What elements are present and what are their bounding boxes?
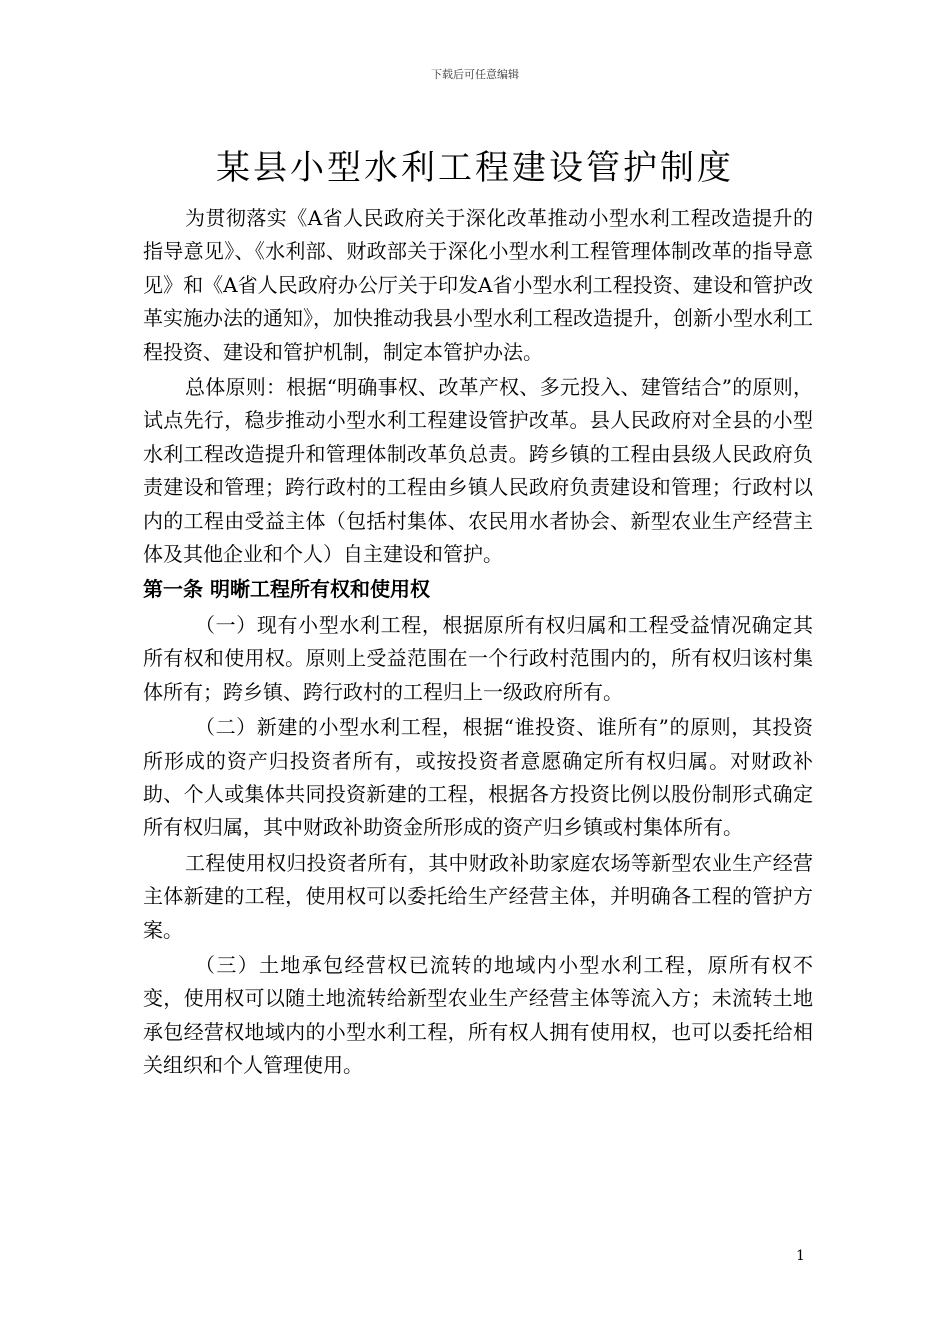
article-1-heading: 第一条 明晰工程所有权和使用权	[143, 577, 430, 602]
article-1-usage-right-paragraph: 工程使用权归投资者所有，其中财政补助家庭农场等新型农业生产经营主体新建的工程，使用权可以委托给生产经营主体，并明确各工程的管护方案。	[143, 850, 813, 942]
article-1-clause-3: （三）土地承包经营权已流转的地域内小型水利工程，原所有权不变，使用权可以随土地流转给新型农业生产经营主体等流入方；未流转土地承包经营权地域内的小型水利工程，所有权人拥有使用权，也可以委托给相关组织和个人管理使用。	[143, 952, 813, 1078]
general-principle-paragraph: 总体原则：根据“明确事权、改革产权、多元投入、建管结合”的原则，试点先行，稳步推动小型水利工程建设管护改革。县人民政府对全县的小型水利工程改造提升和管理体制改革负总责。跨乡镇的工程由县级人民政府负责建设和管理；跨行政村的工程由乡镇人民政府负责建设和管理；行政村以内的工程由受益主体（包括村集体、农民用水者协会、新型农业生产经营主体及其他企业和个人）自主建设和管护。	[143, 375, 813, 567]
article-1-clause-2: （二）新建的小型水利工程，根据“谁投资、谁所有”的原则，其投资所形成的资产归投资者所有，或按投资者意愿确定所有权归属。对财政补助、个人或集体共同投资新建的工程，根据各方投资比例以股份制形式确定所有权归属，其中财政补助资金所形成的资产归乡镇或村集体所有。	[143, 715, 813, 840]
document-body	[143, 202, 813, 1085]
document-title: 某县小型水利工程建设管护制度	[216, 148, 734, 188]
page-number: 1	[796, 1248, 805, 1264]
page-header-note: 下载后可任意编辑	[431, 68, 519, 81]
article-1-clause-1: （一）现有小型水利工程，根据原所有权归属和工程受益情况确定其所有权和使用权。原则上受益范围在一个行政村范围内的，所有权归该村集体所有；跨乡镇、跨行政村的工程归上一级政府所有。	[143, 612, 813, 704]
intro-paragraph: 为贯彻落实《A省人民政府关于深化改革推动小型水利工程改造提升的指导意见》、《水利部、财政部关于深化小型水利工程管理体制改革的指导意见》和《A省人民政府办公厅关于印发A省小型水利工程投资、建设和管护改革实施办法的通知》，加快推动我县小型水利工程改造提升，创新小型水利工程投资、建设和管护机制，制定本管护办法。	[143, 206, 813, 364]
